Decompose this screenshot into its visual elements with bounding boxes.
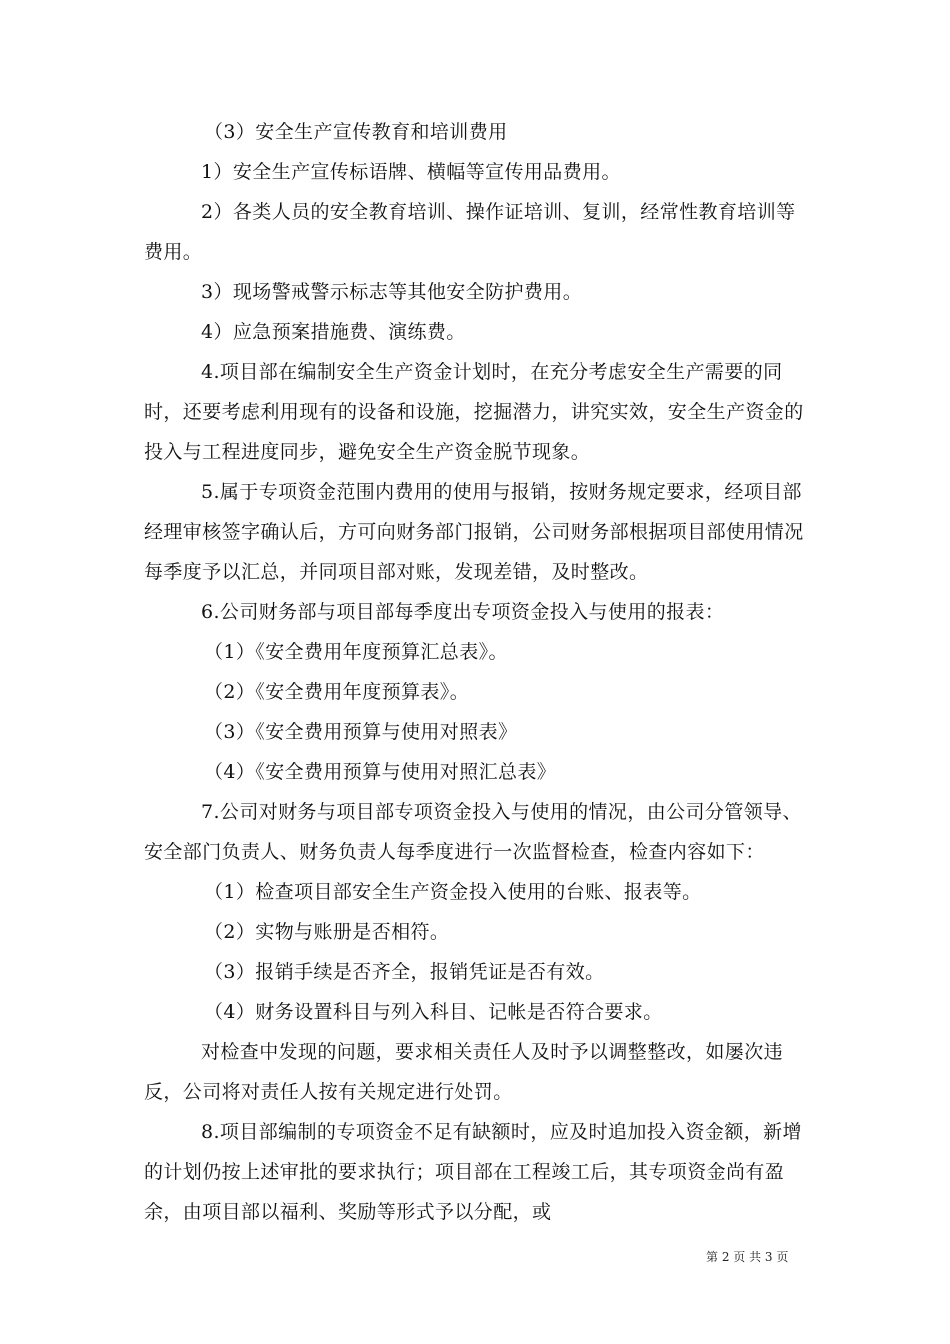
paragraph: 6.公司财务部与项目部每季度出专项资金投入与使用的报表： <box>201 601 725 623</box>
list-item: （1）检查项目部安全生产资金投入使用的台账、报表等。 <box>204 881 702 903</box>
paragraph: 1）安全生产宣传标语牌、横幅等宣传用品费用。 <box>201 161 621 183</box>
paragraph: 2）各类人员的安全教育培训、操作证培训、复训，经常性教育培训等费用。 <box>144 201 796 263</box>
list-item: （2）实物与账册是否相符。 <box>204 921 450 943</box>
paragraph: 5.属于专项资金范围内费用的使用与报销，按财务规定要求，经项目部经理审核签字确认后，方可向财务部门报销，公司财务部根据项目部使用情况每季度予以汇总，并同项目部对账，发现差错，及时整改。 <box>144 481 804 583</box>
list-item: （2）《安全费用年度预算表》。 <box>204 681 470 703</box>
list-item: （3）《安全费用预算与使用对照表》 <box>204 721 518 743</box>
paragraph: 4.项目部在编制安全生产资金计划时，在充分考虑安全生产需要的同时，还要考虑利用现有的设备和设施，挖掘潜力，讲究实效，安全生产资金的投入与工程进度同步，避免安全生产资金脱节现象。 <box>144 361 804 463</box>
document-body <box>144 112 814 1232</box>
paragraph: 对检查中发现的问题，要求相关责任人及时予以调整整改，如屡次违反，公司将对责任人按有关规定进行处罚。 <box>144 1041 784 1103</box>
list-item: （4）《安全费用预算与使用对照汇总表》 <box>204 761 557 783</box>
list-item: （4）财务设置科目与列入科目、记帐是否符合要求。 <box>204 1001 663 1023</box>
paragraph: （3）安全生产宣传教育和培训费用 <box>204 121 508 143</box>
paragraph: 4）应急预案措施费、演练费。 <box>201 321 466 343</box>
list-item: （1）《安全费用年度预算汇总表》。 <box>204 641 508 663</box>
paragraph: 8.项目部编制的专项资金不足有缺额时，应及时追加投入资金额，新增的计划仍按上述审批的要求执行；项目部在工程竣工后，其专项资金尚有盈余，由项目部以福利、奖励等形式予以分配，或 <box>144 1121 802 1223</box>
page-number: 第 2 页 共 3 页 <box>706 1250 789 1264</box>
list-item: （3）报销手续是否齐全，报销凭证是否有效。 <box>204 961 605 983</box>
paragraph: 3）现场警戒警示标志等其他安全防护费用。 <box>201 281 583 303</box>
paragraph: 7.公司对财务与项目部专项资金投入与使用的情况，由公司分管领导、安全部门负责人、财务负责人每季度进行一次监督检查，检查内容如下： <box>144 801 802 863</box>
